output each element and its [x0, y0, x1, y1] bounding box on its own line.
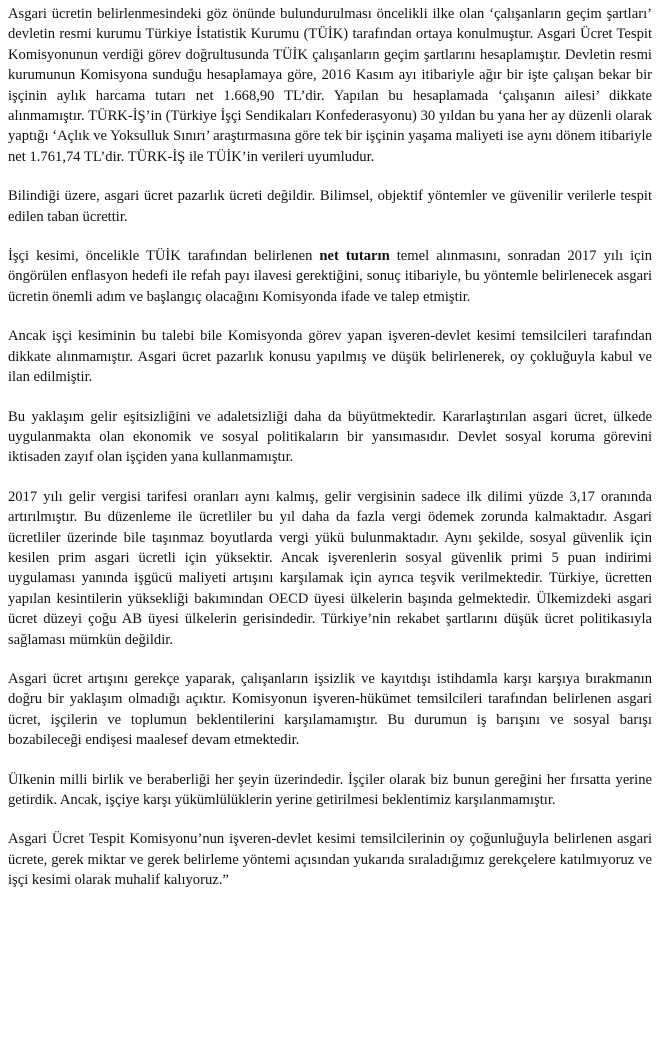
paragraph-işçi-kesimi-talep	[8, 246, 652, 307]
paragraph-işsizlik-kayıtdışı: Asgari ücret artışını gerekçe yaparak, çalışanların işsizlik ve kayıtdışı istihdamla karşı karşıya bırakmanın doğru bir yaklaşım olmadığı açıktır. Komisyonun işveren-hükümet temsilcileri tarafından belirlenen asgari ücret, işçilerin ve toplumun beklentilerini karşılamamıştır. Bu durumun iş barışını ve sosyal barışı bozabileceği endişesi maalesef devam etmektedir.	[8, 670, 652, 749]
paragraph-gelir-vergisi: 2017 yılı gelir vergisi tarifesi oranları aynı kalmış, gelir vergisinin sadece ilk dilimi yüzde 3,17 oranında artırılmıştır. Bu düzenleme ile ücretliler bu yıl daha da fazla vergi ödemek zorunda kalmaktadır. Asgari ücretliler üzerinde bile taşınmaz boyutlarda vergi yükü bulunmaktadır. Aynı şekilde, sosyal güvenlik için kesilen prim asgari ücretli için yüksektir. Ancak işverenlerin sosyal güvenlik primi 5 puan indirimi uygulaması yanında işgücü maliyeti artışını karşılamak için ayrıca teşvik verilmektedir. Türkiye, ücretten yapılan kesintilerin yüksekliği bakımından OECD üyesi ülkelerin başında gelmektedir. Ülkemizdeki asgari ücret düzeyi çoğu AB üyesi ülkelerin gerisindedir. Türkiye’nin rekabet şartlarını düşük ücret politikasıyla sağlaması mümkün değildir.	[8, 488, 652, 648]
paragraph-tuik-geçim-şartları: Asgari ücretin belirlenmesindeki göz önünde bulundurulması öncelikli ilke olan ‘çalışanların geçim şartları’ devletin resmi kurumu Türkiye İstatistik Kurumu (TÜİK) tarafından ortaya konulmuştur. Asgari Ücret Tespit Komisyonunun verdiği görev doğrultusunda TÜİK çalışanların geçim şartlarını hesaplamıştır. Devletin resmi kurumunun Komisyona sunduğu hesaplamaya göre, 2016 Kasım ayı itibariyle ağır bir işte çalışan bekar bir işçinin aylık harcama tutarı net 1.668,90 TL’dir. Yapılan bu hesaplamada ‘çalışanın ailesi’ dikkate alınmamıştır. TÜRK-İŞ’in (Türkiye İşçi Sendikaları Konfederasyonu) 30 yıldan bu yana her ay düzenli olarak yaptığı ‘Açlık ve Yoksulluk Sınırı’ araştırmasına göre tek bir işçinin yaşama maliyeti ise aynı dönem itibariyle net 1.761,74 TL’dir. TÜRK-İŞ ile TÜİK’in verileri uyumludur.	[8, 6, 652, 165]
paragraph-text-after: temel alınmasını, sonradan 2017 yılı için öngörülen enflasyon hedefi ile refah payı ilavesi gerektiğini, sonuç itibariyle, bu yöntemle belirlenecek asgari ücretin önemli adım ve başlangıç olacağını Komisyonda ifade ve talep etmiştir.	[8, 248, 652, 305]
paragraph-talep-dikkate-alınmadı: Ancak işçi kesiminin bu talebi bile Komisyonda görev yapan işveren-devlet kesimi temsilcileri tarafından dikkate alınmamıştır. Asgari ücret pazarlık konusu yapılmış ve düşük belirlenerek, oy çokluğuyla kabul ve ilan edilmiştir.	[8, 328, 652, 386]
paragraph-muhalif-kalıyoruz: Asgari Ücret Tespit Komisyonu’nun işveren-devlet kesimi temsilcilerinin oy çoğunluğuyla belirlenen asgari ücrete, gerek miktar ve gerek belirleme yöntemi açısından yukarıda sıraladığımız gerekçelere katılmıyoruz ve işçi kesimi olarak muhalif kalıyoruz.”	[8, 831, 652, 889]
bold-net-tutarın: net tutarın	[319, 248, 390, 265]
paragraph-milli-birlik: Ülkenin milli birlik ve beraberliği her şeyin üzerindedir. İşçiler olarak biz bunun gereğini her fırsatta yerine getirdik. Ancak, işçiye karşı yükümlülüklerin yerine getirilmesi beklentimiz karşılanmamıştır.	[8, 771, 652, 808]
paragraph-gelir-eşitsizliği: Bu yaklaşım gelir eşitsizliğini ve adaletsizliği daha da büyütmektedir. Kararlaştırılan asgari ücret, ülkede uygulanmakta olan ekonomik ve sosyal politikaların bir yansımasıdır. Devlet sosyal koruma görevini iktisaden zayıf olan işçiden yana kullanmamıştır.	[8, 408, 652, 466]
paragraph-taban-ücret: Bilindiği üzere, asgari ücret pazarlık ücreti değildir. Bilimsel, objektif yöntemler ve güvenilir verilerle tespit edilen taban ücrettir.	[8, 188, 652, 225]
paragraph-text-before: İşçi kesimi, öncelikle TÜİK tarafından belirlenen	[8, 248, 320, 265]
